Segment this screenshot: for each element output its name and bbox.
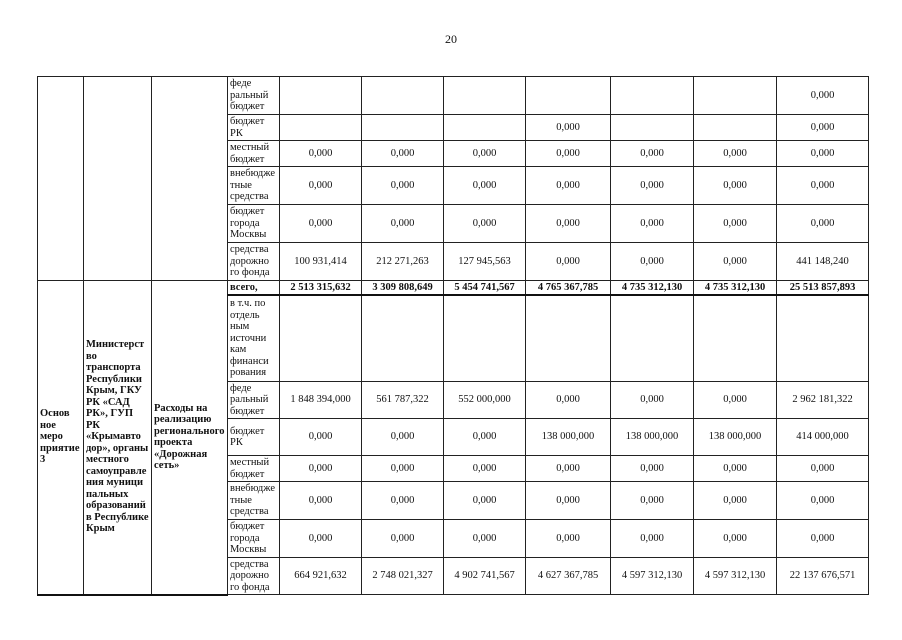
value-cell: 552 000,000 [444,381,526,419]
value-cell: 0,000 [362,520,444,558]
page-number: 20 [445,32,457,46]
value-cell: 0,000 [444,482,526,520]
value-cell: 0,000 [280,205,362,243]
value-cell: 4 597 312,130 [694,557,777,595]
value-cell: 0,000 [362,167,444,205]
value-cell: 22 137 676,571 [777,557,869,595]
value-cell [362,115,444,141]
financing-table [37,76,869,596]
value-cell [611,115,694,141]
value-cell: 4 902 741,567 [444,557,526,595]
value-cell: 0,000 [694,141,777,167]
value-cell: 3 309 808,649 [362,280,444,295]
value-cell: 0,000 [777,77,869,115]
value-cell: 561 787,322 [362,381,444,419]
value-cell: 4 735 312,130 [694,280,777,295]
table-row-total [38,280,869,295]
value-cell: 0,000 [777,482,869,520]
value-cell [362,295,444,381]
value-cell: 0,000 [777,115,869,141]
activity-cell [38,77,84,281]
funding-source-cell: местный бюджет [228,456,280,482]
value-cell [280,77,362,115]
value-cell: 0,000 [777,205,869,243]
value-cell: 0,000 [611,243,694,281]
value-cell: 0,000 [362,419,444,456]
value-cell: 0,000 [444,141,526,167]
funding-source-cell: в т.ч. по отдель ным источни кам финанси рования [228,295,280,381]
activity-cell: Основ ное меро приятие 3 [38,280,84,595]
value-cell: 4 735 312,130 [611,280,694,295]
funding-source-cell: средства дорожно го фонда [228,243,280,281]
value-cell [694,115,777,141]
table-row [38,77,869,115]
value-cell: 0,000 [694,381,777,419]
value-cell: 5 454 741,567 [444,280,526,295]
value-cell [694,77,777,115]
value-cell: 0,000 [694,482,777,520]
value-cell: 0,000 [611,167,694,205]
value-cell: 0,000 [280,141,362,167]
funding-source-cell: феде ральный бюджет [228,381,280,419]
value-cell: 0,000 [694,243,777,281]
value-cell: 0,000 [280,482,362,520]
value-cell: 1 848 394,000 [280,381,362,419]
value-cell: 0,000 [444,419,526,456]
executor-cell [84,77,152,281]
value-cell: 0,000 [280,520,362,558]
value-cell: 0,000 [526,141,611,167]
value-cell [526,77,611,115]
value-cell: 0,000 [444,167,526,205]
value-cell: 0,000 [362,482,444,520]
value-cell [280,295,362,381]
value-cell: 0,000 [362,141,444,167]
value-cell: 2 748 021,327 [362,557,444,595]
value-cell: 0,000 [777,456,869,482]
value-cell: 0,000 [444,456,526,482]
value-cell: 0,000 [444,205,526,243]
value-cell: 0,000 [777,141,869,167]
funding-source-cell: всего, [228,280,280,295]
value-cell: 0,000 [611,205,694,243]
value-cell: 0,000 [444,520,526,558]
value-cell: 0,000 [777,520,869,558]
value-cell: 25 513 857,893 [777,280,869,295]
value-cell: 138 000,000 [694,419,777,456]
value-cell: 0,000 [611,520,694,558]
value-cell [694,295,777,381]
value-cell: 0,000 [526,115,611,141]
value-cell: 0,000 [362,456,444,482]
value-cell: 0,000 [280,167,362,205]
value-cell [444,115,526,141]
value-cell: 0,000 [526,167,611,205]
value-cell: 0,000 [611,381,694,419]
value-cell [526,295,611,381]
value-cell [611,77,694,115]
value-cell: 100 931,414 [280,243,362,281]
value-cell [444,77,526,115]
value-cell: 2 513 315,632 [280,280,362,295]
funding-source-cell: внебюдже тные средства [228,482,280,520]
value-cell: 664 921,632 [280,557,362,595]
funding-source-cell: бюджет РК [228,419,280,456]
value-cell [777,295,869,381]
value-cell: 212 271,263 [362,243,444,281]
value-cell: 414 000,000 [777,419,869,456]
value-cell: 4 765 367,785 [526,280,611,295]
value-cell: 0,000 [526,243,611,281]
value-cell: 0,000 [362,205,444,243]
value-cell [362,77,444,115]
value-cell: 0,000 [777,167,869,205]
value-cell: 4 597 312,130 [611,557,694,595]
funding-source-cell: средства дорожно го фонда [228,557,280,595]
value-cell: 441 148,240 [777,243,869,281]
value-cell: 0,000 [694,456,777,482]
value-cell: 0,000 [280,456,362,482]
value-cell: 0,000 [611,456,694,482]
value-cell: 0,000 [526,205,611,243]
value-cell [611,295,694,381]
executor-cell: Министерст во транспорта Республики Крым, ГКУ РК «САД РК», ГУП РК «Крымавто дор», органы местного самоуправле ния муници пальных образований в Республике Крым [84,280,152,595]
value-cell: 0,000 [611,141,694,167]
value-cell: 0,000 [526,482,611,520]
value-cell: 2 962 181,322 [777,381,869,419]
value-cell: 0,000 [694,205,777,243]
value-cell: 0,000 [694,167,777,205]
value-cell: 0,000 [280,419,362,456]
value-cell: 127 945,563 [444,243,526,281]
value-cell [444,295,526,381]
event-name-cell: Расходы на реализацию регионального проекта «Дорожная сеть» [152,280,228,595]
table-body [38,77,869,595]
value-cell: 0,000 [526,456,611,482]
value-cell: 138 000,000 [526,419,611,456]
value-cell: 0,000 [526,520,611,558]
value-cell: 138 000,000 [611,419,694,456]
event-name-cell [152,77,228,281]
value-cell [280,115,362,141]
funding-source-cell: бюджет города Москвы [228,520,280,558]
value-cell: 0,000 [694,520,777,558]
funding-source-cell: бюджет города Москвы [228,205,280,243]
funding-source-cell: феде ральный бюджет [228,77,280,115]
funding-source-cell: бюджет РК [228,115,280,141]
value-cell: 4 627 367,785 [526,557,611,595]
value-cell: 0,000 [611,482,694,520]
funding-source-cell: внебюдже тные средства [228,167,280,205]
value-cell: 0,000 [526,381,611,419]
funding-source-cell: местный бюджет [228,141,280,167]
